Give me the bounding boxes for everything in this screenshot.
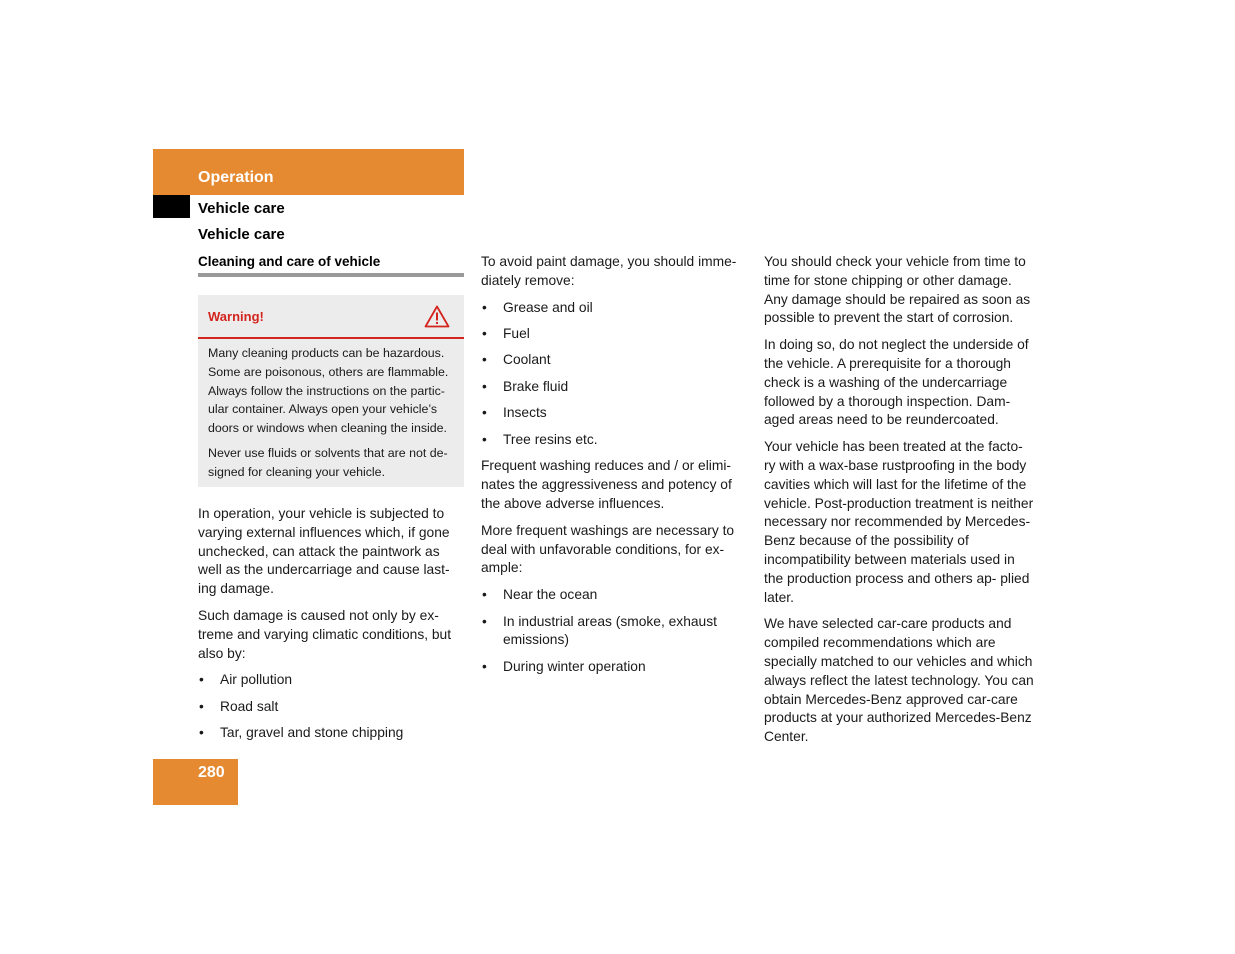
list-item: • Tar, gravel and stone chipping [198, 724, 464, 743]
warning-body [198, 339, 464, 482]
body-paragraph: You should check your vehicle from time to time for stone chipping or other damage. Any damage should be repaired as soon as possible to prevent the start of corrosion. [764, 254, 1031, 326]
body-paragraph: Such damage is caused not only by ex- treme and varying climatic conditions, but also by: [198, 607, 452, 661]
bullet-list [481, 299, 747, 450]
list-item: • Road salt [198, 698, 464, 717]
list-item: • In industrial areas (smoke, exhaust emissions) [481, 613, 747, 651]
body-paragraph: In operation, your vehicle is subjected to varying external influences which, if gone unchecked, can attack the paintwork as well as the undercarriage and cause last- ing damage. [198, 506, 450, 597]
page-title: Vehicle care [198, 226, 285, 243]
list-item: • Brake fluid [481, 378, 747, 397]
warning-triangle-icon [424, 305, 450, 328]
section-label: Operation [198, 169, 274, 186]
warning-paragraph: Never use fluids or solvents that are not de- signed for cleaning your vehicle. [208, 445, 448, 479]
column-1 [198, 505, 464, 751]
warning-title: Warning! [208, 309, 264, 324]
body-paragraph: To avoid paint damage, you should imme- diately remove: [481, 254, 737, 288]
bullet-list [198, 671, 464, 743]
list-item: • Tree resins etc. [481, 431, 747, 450]
list-item: • Air pollution [198, 671, 464, 690]
body-paragraph: Frequent washing reduces and / or elimi- nates the aggressiveness and potency of the above adverse influences. [481, 458, 732, 511]
body-paragraph: We have selected car-care products and compiled recommendations which are specially matched to our vehicles and which always reflect the latest technology. You can obtain Mercedes-Benz approved car-care products at your authorized Mercedes-Benz Center. [764, 616, 1034, 745]
page-number: 280 [198, 764, 225, 781]
list-item: • Grease and oil [481, 299, 747, 318]
list-item: • Coolant [481, 351, 747, 370]
body-paragraph: In doing so, do not neglect the underside of the vehicle. A prerequisite for a thorough check is a washing of the undercarriage followed by a thorough inspection. Dam- aged areas need to be reundercoated. [764, 337, 1029, 428]
page-number-tab [153, 759, 238, 805]
body-paragraph: Your vehicle has been treated at the facto- ry with a wax-base rustproofing in the body cavities which will last for the lifetime of the vehicle. Post-production treatment is neither necessary nor recommended by Mercedes-Benz because of the possibility of incompatibility between materials used in the production process and others ap- plied later. [764, 439, 1034, 605]
section-marker [153, 195, 190, 218]
warning-header [198, 295, 464, 339]
list-item: • Fuel [481, 325, 747, 344]
list-item: • During winter operation [481, 658, 747, 677]
body-paragraph: More frequent washings are necessary to deal with unfavorable conditions, for ex- ample: [481, 522, 735, 576]
bullet-list [481, 586, 747, 676]
column-2 [481, 253, 747, 685]
list-item: • Insects [481, 404, 747, 423]
subsection-title: Cleaning and care of vehicle [198, 254, 464, 277]
warning-box [198, 295, 464, 487]
subsection-label: Vehicle care [198, 200, 285, 217]
list-item: • Near the ocean [481, 586, 747, 605]
column-3 [764, 253, 1034, 755]
warning-paragraph: Many cleaning products can be hazardous. Some are poisonous, others are flammable. Always follow the instructions on the partic- ular container. Always open your vehicle’s doors or windows when cleaning the inside. [208, 346, 449, 436]
